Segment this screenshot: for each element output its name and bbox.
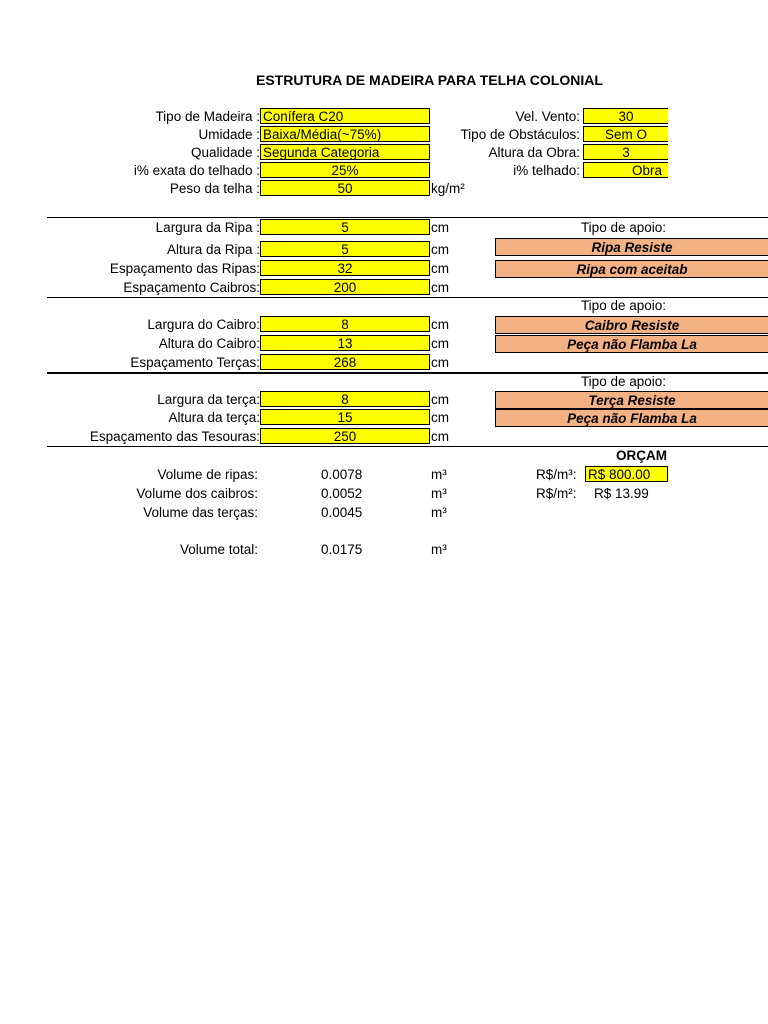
largura-caibro-unit: cm (431, 317, 449, 332)
inclinacao-exata-label: i% exata do telhado : (133, 163, 260, 178)
terca-result-1: Terça Resiste (495, 391, 768, 409)
largura-terca-input[interactable]: 8 (260, 391, 430, 407)
inclinacao-exata-value[interactable]: 25% (260, 162, 430, 178)
tipo-madeira-input[interactable]: Conífera C20 (260, 108, 430, 124)
altura-ripa-input[interactable]: 5 (260, 241, 430, 257)
espacamento-caibros-label: Espaçamento Caibros: (123, 280, 260, 295)
ripa-result-2: Ripa com aceitab (495, 260, 768, 278)
espacamento-tercas-label: Espaçamento Terças: (130, 355, 260, 370)
espacamento-tesouras-input[interactable]: 250 (260, 428, 430, 444)
peso-telha-input[interactable]: 50 (260, 180, 430, 196)
espacamento-tercas-unit: cm (431, 355, 449, 370)
espacamento-ripas-label: Espaçamento das Ripas: (109, 261, 260, 276)
vel-vento-input[interactable]: 30 (583, 108, 668, 124)
vel-vento-label: Vel. Vento: (515, 109, 580, 124)
espacamento-tercas-input[interactable]: 268 (260, 354, 430, 370)
volume-ripas-value: 0.0078 (321, 467, 363, 482)
ripa-tipo-apoio-label: Tipo de apoio: (580, 220, 666, 235)
volume-total-unit: m³ (431, 542, 447, 557)
qualidade-label: Qualidade : (190, 145, 260, 160)
obstaculos-label: Tipo de Obstáculos: (460, 127, 580, 142)
volume-tercas-label: Volume das terças: (143, 505, 258, 520)
umidade-label: Umidade : (198, 127, 260, 142)
orcamento-heading: ORÇAM (616, 448, 667, 463)
altura-terca-label: Altura da terça: (168, 410, 260, 425)
volume-tercas-unit: m³ (431, 505, 447, 520)
largura-ripa-unit: cm (431, 220, 449, 235)
divider-volumes (47, 446, 768, 447)
inclinacao-value[interactable]: Obra (583, 162, 668, 178)
umidade-input[interactable]: Baixa/Média(~75%) (260, 126, 430, 142)
largura-ripa-input[interactable]: 5 (260, 219, 430, 235)
altura-caibro-input[interactable]: 13 (260, 335, 430, 351)
largura-caibro-label: Largura do Caibro: (147, 317, 260, 332)
espacamento-caibros-unit: cm (431, 280, 449, 295)
peso-telha-unit: kg/m² (431, 181, 465, 196)
espacamento-ripas-unit: cm (431, 261, 449, 276)
volume-total-value: 0.0175 (321, 542, 363, 557)
largura-terca-label: Largura da terça: (157, 392, 260, 407)
altura-caibro-unit: cm (431, 336, 449, 351)
obstaculos-input[interactable]: Sem O (583, 126, 668, 142)
preco-m3-input[interactable]: R$ 800.00 (585, 466, 668, 482)
altura-obra-label: Altura da Obra: (488, 145, 580, 160)
caibro-tipo-apoio-label: Tipo de apoio: (580, 298, 666, 313)
largura-ripa-label: Largura da Ripa : (155, 220, 260, 235)
peso-telha-label: Peso da telha : (169, 181, 260, 196)
preco-m2-label: R$/m²: (536, 486, 577, 501)
preco-m2-value: R$ 13.99 (594, 486, 649, 501)
tipo-madeira-label: Tipo de Madeira : (155, 109, 260, 124)
volume-caibros-value: 0.0052 (321, 486, 363, 501)
espacamento-ripas-input[interactable]: 32 (260, 260, 430, 276)
altura-terca-unit: cm (431, 410, 449, 425)
qualidade-input[interactable]: Segunda Categoria (260, 144, 430, 160)
largura-terca-unit: cm (431, 392, 449, 407)
largura-caibro-input[interactable]: 8 (260, 316, 430, 332)
terca-result-2: Peça não Flamba La (495, 409, 768, 427)
volume-ripas-unit: m³ (431, 467, 447, 482)
caibro-result-1: Caibro Resiste (495, 316, 768, 334)
terca-tipo-apoio-label: Tipo de apoio: (580, 374, 666, 389)
caibro-result-2: Peça não Flamba La (495, 335, 768, 353)
volume-caibros-unit: m³ (431, 486, 447, 501)
inclinacao-label: i% telhado: (513, 163, 580, 178)
volume-tercas-value: 0.0045 (321, 505, 363, 520)
volume-ripas-label: Volume de ripas: (157, 467, 258, 482)
preco-m3-label: R$/m³: (536, 467, 577, 482)
altura-ripa-label: Altura da Ripa : (166, 242, 260, 257)
altura-caibro-label: Altura do Caibro: (158, 336, 260, 351)
espacamento-tesouras-unit: cm (431, 429, 449, 444)
altura-ripa-unit: cm (431, 242, 449, 257)
page-title: ESTRUTURA DE MADEIRA PARA TELHA COLONIAL (256, 72, 603, 88)
volume-caibros-label: Volume dos caibros: (136, 486, 258, 501)
altura-terca-input[interactable]: 15 (260, 409, 430, 425)
altura-obra-input[interactable]: 3 (583, 144, 668, 160)
ripa-result-1: Ripa Resiste (495, 238, 768, 256)
volume-total-label: Volume total: (179, 542, 258, 557)
divider-ripa (47, 217, 768, 218)
espacamento-caibros-input[interactable]: 200 (260, 279, 430, 295)
espacamento-tesouras-label: Espaçamento das Tesouras: (89, 429, 260, 444)
